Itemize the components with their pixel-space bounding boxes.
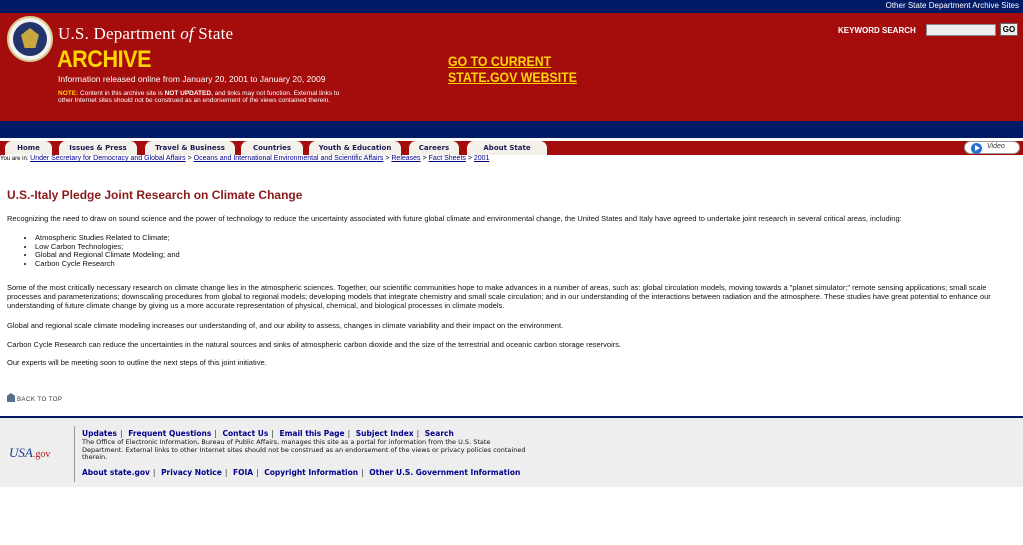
carbon-cycle-paragraph: Carbon Cycle Research can reduce the uncertainties in the natural sources and sinks of atmospheric carbon dioxide and the size of the terrestrial and oceanic carbon storage reservoirs. xyxy=(7,340,622,349)
note-text-1: Content in this archive site is xyxy=(78,90,165,97)
breadcrumb-sep: > xyxy=(383,155,392,162)
breadcrumb-item[interactable]: Under Secretary for Democracy and Global Affairs xyxy=(30,155,186,162)
back-to-top-link[interactable] xyxy=(7,393,62,403)
breadcrumb-prefix: You are in: xyxy=(0,156,31,162)
footer-link-updates[interactable]: Updates xyxy=(82,429,118,438)
footer-link-copyright[interactable]: Copyright Information xyxy=(264,468,359,477)
archive-note xyxy=(58,90,348,104)
masthead xyxy=(0,13,1023,121)
top-bar xyxy=(0,0,1023,13)
keyword-search-input[interactable] xyxy=(926,24,996,36)
footer-links-top: Updates | Frequent Questions | Contact Us | Email this Page | Subject Index | Search xyxy=(82,429,454,438)
go-button[interactable]: GO xyxy=(1000,23,1018,36)
department-name xyxy=(58,24,233,44)
modeling-paragraph: Global and regional scale climate modeling increases our understanding of, and our ability to assess, changes in climate variability and their impact on the environment. xyxy=(7,321,564,330)
back-to-top-label: BACK TO TOP xyxy=(17,397,63,403)
breadcrumb-item[interactable]: 2001 xyxy=(473,155,490,162)
note-text-2: , and links may not function. External links to other Internet sites should not be construed as an endorsement of the views contained therein. xyxy=(58,90,340,104)
breadcrumb-item[interactable]: Fact Sheets xyxy=(428,155,466,162)
footer-link-faq[interactable]: Frequent Questions xyxy=(128,429,212,438)
tab-youth-education[interactable]: Youth & Education xyxy=(309,141,401,155)
atmospheric-paragraph: Some of the most critically necessary research on climate change lies in the atmospheric sciences. Together, our scientific communities hope to make advances in a number of areas, such as: global circulation models, moving towards a "planet simulator;" remote sensing applications; small scale processes and parameterizations; downscaling procedures from global to regional models; developing models that integrate chemistry and small scale circulation; and in our understanding of the interactions between radiation and the atmosphere. These studies have great potential to enhance our understanding of future climate change by giving us a more accurate representation of physical, chemical, and biological processes in climate models. xyxy=(7,283,991,310)
keyword-search-label: KEYWORD SEARCH xyxy=(838,26,916,35)
footer-link-search[interactable]: Search xyxy=(424,429,454,438)
footer-link-privacy[interactable]: Privacy Notice xyxy=(161,468,222,477)
play-icon xyxy=(971,143,982,154)
breadcrumb xyxy=(0,155,1023,165)
footer-vertical-divider xyxy=(74,426,75,482)
tab-careers[interactable]: Careers xyxy=(409,141,459,155)
footer xyxy=(0,418,1023,487)
footer-link-other-gov[interactable]: Other U.S. Government Information xyxy=(369,468,521,477)
intro-paragraph: Recognizing the need to draw on sound science and the power of technology to reduce the uncertainty associated with future global climate and environmental change, the United States and Italy have agreed to undertake joint research in several critical areas, including: xyxy=(7,214,902,223)
go-to-current-site-link[interactable] xyxy=(448,53,577,85)
video-button[interactable] xyxy=(964,141,1020,154)
dept-of: of xyxy=(180,24,194,43)
tab-home[interactable]: Home xyxy=(5,141,52,155)
footer-link-contact[interactable]: Contact Us xyxy=(222,429,269,438)
footer-links-bottom: About state.gov | Privacy Notice | FOIA | Copyright Information | Other U.S. Government Information xyxy=(82,468,521,477)
footer-link-subject-index[interactable]: Subject Index xyxy=(355,429,414,438)
other-archive-sites-link[interactable]: Other State Department Archive Sites xyxy=(885,1,1019,10)
dept-prefix: U.S. Department xyxy=(58,24,176,43)
note-bold: NOT UPDATED xyxy=(164,90,212,97)
breadcrumb-sep: > xyxy=(185,155,194,162)
research-areas-list xyxy=(27,234,180,268)
gov-text: .gov xyxy=(32,449,51,460)
breadcrumb-sep: > xyxy=(465,155,474,162)
next-steps-paragraph: Our experts will be meeting soon to outline the next steps of this joint initiative. xyxy=(7,358,267,367)
page-title: U.S.-Italy Pledge Joint Research on Climate Change xyxy=(7,188,303,202)
note-label: NOTE: xyxy=(58,90,79,97)
list-item: • Global and Regional Climate Modeling; and xyxy=(35,251,180,260)
footer-link-email[interactable]: Email this Page xyxy=(279,429,345,438)
usa-text: USA xyxy=(9,445,33,460)
dept-suffix: State xyxy=(198,24,234,43)
goto-line-2: STATE.GOV WEBSITE xyxy=(448,69,577,85)
footer-link-about[interactable]: About state.gov xyxy=(82,468,150,477)
breadcrumb-sep: > xyxy=(420,155,429,162)
breadcrumb-item[interactable]: Oceans and International Environmental and Scientific Affairs xyxy=(193,155,384,162)
footer-link-foia[interactable]: FOIA xyxy=(233,468,254,477)
archive-title: ARCHIVE xyxy=(57,46,152,73)
list-item: • Carbon Cycle Research xyxy=(35,260,180,269)
list-item: • Atmospheric Studies Related to Climate; xyxy=(35,234,180,243)
tab-countries[interactable]: Countries xyxy=(241,141,303,155)
home-arrow-icon xyxy=(7,393,15,402)
tab-travel-business[interactable]: Travel & Business xyxy=(145,141,235,155)
footer-description: The Office of Electronic Information, Bureau of Public Affairs, manages this site as a portal for information from the U.S. State Department. External links to other Internet sites should not be construed as an endorsement of the views or privacy policies contained therein. xyxy=(82,438,526,461)
main-nav xyxy=(0,141,1023,155)
video-label: Video xyxy=(987,143,1005,150)
breadcrumb-item[interactable]: Releases xyxy=(391,155,421,162)
state-department-seal-icon[interactable] xyxy=(7,16,53,62)
tab-issues-press[interactable]: Issues & Press xyxy=(59,141,137,155)
archive-date-range: Information released online from January 20, 2001 to January 20, 2009 xyxy=(58,74,326,84)
tab-about-state[interactable]: About State xyxy=(467,141,547,155)
goto-line-1: GO TO CURRENT xyxy=(448,53,552,69)
nav-band xyxy=(0,121,1023,138)
usagov-logo[interactable] xyxy=(9,445,50,461)
list-item: • Low Carbon Technologies; xyxy=(35,243,180,252)
